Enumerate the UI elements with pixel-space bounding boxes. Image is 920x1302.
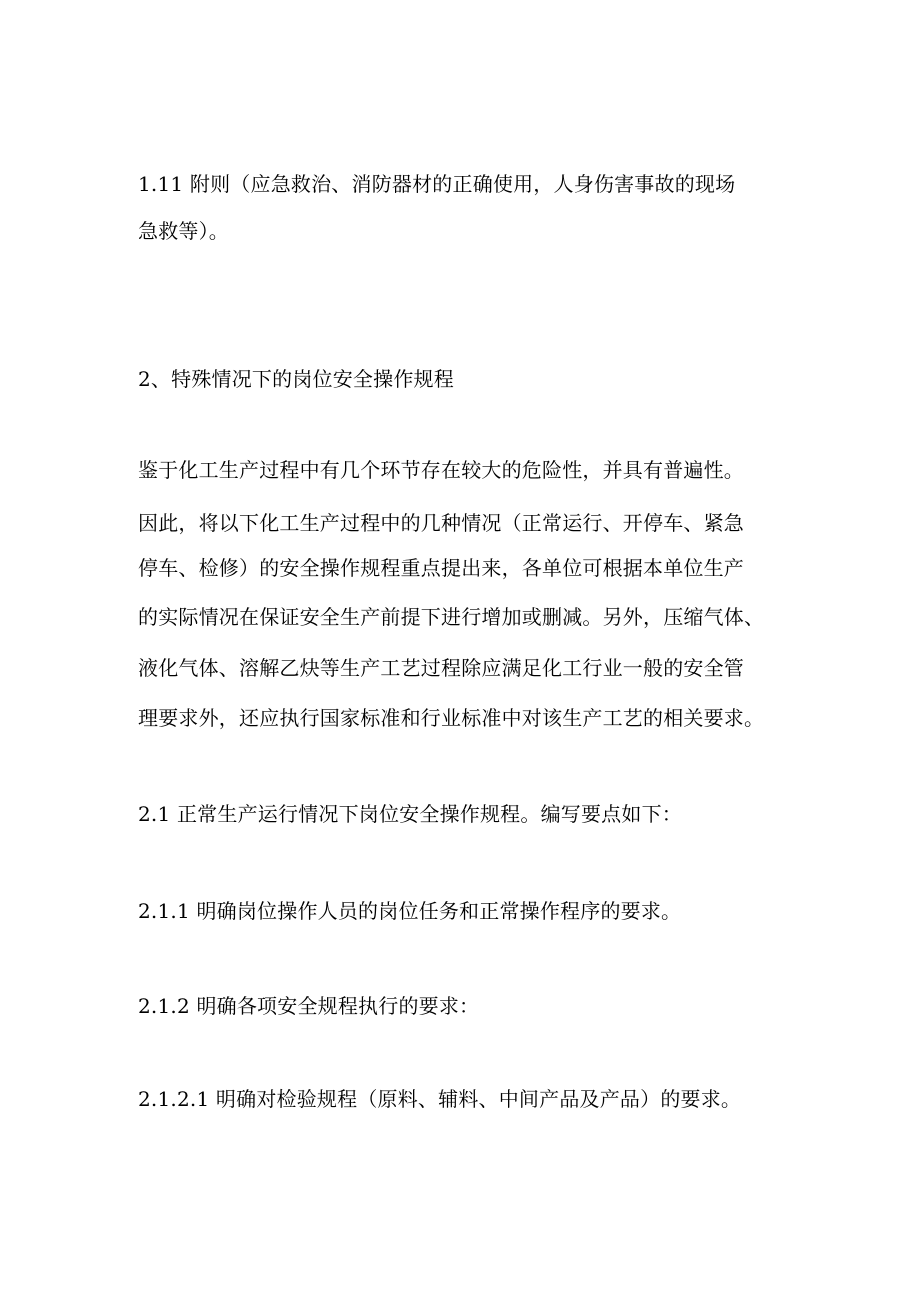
intro-paragraph-line-1: 鉴于化工生产过程中有几个环节存在较大的危险性，并具有普遍性。 — [138, 458, 744, 482]
section-2-1-2-1: 2.1.2.1 明确对检验规程（原料、辅料、中间产品及产品）的要求。 — [138, 1087, 742, 1111]
intro-paragraph-line-2: 因此，将以下化工生产过程中的几种情况（正常运行、开停车、紧急 — [138, 511, 744, 535]
section-2-heading: 2、特殊情况下的岗位安全操作规程 — [138, 367, 454, 391]
intro-paragraph-line-6: 理要求外，还应执行国家标准和行业标准中对该生产工艺的相关要求。 — [138, 706, 765, 730]
section-1-11-line-1: 1.11 附则（应急救治、消防器材的正确使用，人身伤害事故的现场 — [138, 172, 736, 196]
intro-paragraph-line-5: 液化气体、溶解乙炔等生产工艺过程除应满足化工行业一般的安全管 — [138, 656, 744, 680]
section-2-1-1: 2.1.1 明确岗位操作人员的岗位任务和正常操作程序的要求。 — [138, 899, 682, 923]
intro-paragraph-line-4: 的实际情况在保证安全生产前提下进行增加或删减。另外，压缩气体、 — [138, 605, 765, 629]
section-1-11-line-2: 急救等）。 — [138, 219, 229, 243]
section-2-1-2: 2.1.2 明确各项安全规程执行的要求： — [138, 994, 480, 1018]
intro-paragraph-line-3: 停车、检修）的安全操作规程重点提出来，各单位可根据本单位生产 — [138, 556, 744, 580]
section-2-1: 2.1 正常生产运行情况下岗位安全操作规程。编写要点如下： — [138, 802, 682, 826]
